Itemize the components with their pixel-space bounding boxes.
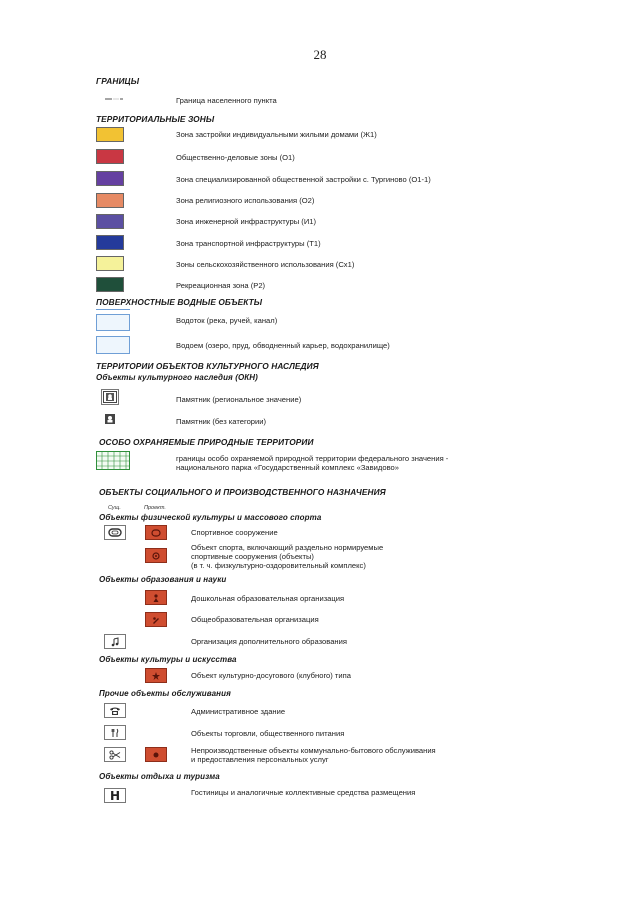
- legend-label-zone-o2: Зона религиозного использования (О2): [176, 196, 315, 205]
- water-body-swatch: [96, 336, 130, 354]
- school-planned-icon: [145, 612, 167, 627]
- section-title-water: ПОВЕРХНОСТНЫЕ ВОДНЫЕ ОБЪЕКТЫ: [96, 297, 263, 307]
- legend-label-protected-line1: границы особо охраняемой природной территории федерального значения -: [176, 454, 449, 463]
- club-planned-icon: [145, 668, 167, 683]
- legend-label-zone-i1: Зона инженерной инфраструктуры (И1): [176, 217, 317, 226]
- legend-label-sport-complex-line1: Объект спорта, включающий раздельно нормируемые: [191, 543, 384, 552]
- legend-label-water-body: Водоем (озеро, пруд, обводненный карьер, водохранилище): [176, 341, 390, 350]
- telephone-icon: [104, 703, 126, 718]
- zone-o1-1-swatch: [96, 171, 124, 186]
- section-subtitle-heritage: Объекты культурного наследия (ОКН): [96, 373, 258, 382]
- preschool-planned-icon: [145, 590, 167, 605]
- legend-label-household-services-line2: и предоставления персональных услуг: [191, 755, 329, 764]
- monument-icon: [101, 411, 119, 427]
- zone-zh1-swatch: [96, 127, 124, 142]
- section-title-borders: ГРАНИЦЫ: [96, 76, 140, 86]
- column-planned-label: Проект.: [144, 505, 166, 511]
- legend-label-protected-line2: национального парка «Государственный комплекс «Завидово»: [176, 463, 399, 472]
- sport-complex-planned-icon: [145, 548, 167, 563]
- protected-area-grid-icon: [96, 451, 130, 470]
- section-title-territorial-zones: ТЕРРИТОРИАЛЬНЫЕ ЗОНЫ: [96, 114, 215, 124]
- section-title-protected: ОСОБО ОХРАНЯЕМЫЕ ПРИРОДНЫЕ ТЕРРИТОРИИ: [99, 437, 314, 447]
- legend-label-hotels: Гостиницы и аналогичные коллективные средства размещения: [191, 788, 416, 797]
- household-services-planned-icon: [145, 747, 167, 762]
- legend-label-preschool: Дошкольная образовательная организация: [191, 594, 345, 603]
- legend-label-club: Объект культурно-досугового (клубного) типа: [191, 671, 351, 680]
- legend-label-settlement-boundary: Граница населенного пункта: [176, 96, 277, 105]
- zone-t1-swatch: [96, 235, 124, 250]
- legend-label-trade-catering: Объекты торговли, общественного питания: [191, 729, 345, 738]
- page-number: 28: [313, 47, 327, 62]
- legend-label-monument: Памятник (без категории): [176, 417, 267, 426]
- scissors-icon: [104, 747, 126, 762]
- group-title-tourism: Объекты отдыха и туризма: [99, 772, 220, 781]
- legend-label-sport-complex-line2: спортивные сооружения (объекты): [191, 552, 314, 561]
- legend-label-zone-o1: Общественно-деловые зоны (О1): [176, 153, 295, 162]
- zone-r2-swatch: [96, 277, 124, 292]
- column-existing-label: Сущ.: [108, 505, 121, 511]
- monument-regional-icon: [101, 389, 119, 405]
- legend-label-monument-regional: Памятник (региональное значение): [176, 395, 302, 404]
- settlement-boundary-line-icon: [96, 98, 132, 100]
- legend-label-zone-o1-1: Зона специализированной общественной застройки с. Тургиново (О1-1): [176, 175, 431, 184]
- watercourse-top-line: [96, 309, 130, 310]
- zone-o2-swatch: [96, 193, 124, 208]
- legend-label-household-services-line1: Непроизводственные объекты коммунально-бытового обслуживания: [191, 746, 436, 755]
- legend-label-zone-r2: Рекреационная зона (Р2): [176, 281, 266, 290]
- legend-label-admin-building: Административное здание: [191, 707, 286, 716]
- sport-facility-planned-icon: [145, 525, 167, 540]
- legend-label-zone-sx1: Зоны сельскохозяйственного использования (Сх1): [176, 260, 355, 269]
- legend-label-sport-complex-line3: (в т. ч. физкультурно-оздоровительный комплекс): [191, 561, 366, 570]
- zone-o1-swatch: [96, 149, 124, 164]
- legend-label-watercourse: Водоток (река, ручей, канал): [176, 316, 278, 325]
- legend-label-sport-facility: Спортивное сооружение: [191, 528, 278, 537]
- group-title-culture: Объекты культуры и искусства: [99, 655, 237, 664]
- legend-label-additional-education: Организация дополнительного образования: [191, 637, 347, 646]
- music-note-icon: [104, 634, 126, 649]
- group-title-sport: Объекты физической культуры и массового спорта: [99, 513, 322, 522]
- fork-knife-icon: [104, 725, 126, 740]
- zone-i1-swatch: [96, 214, 124, 229]
- legend-label-school: Общеобразовательная организация: [191, 615, 319, 624]
- legend-label-zone-t1: Зона транспортной инфраструктуры (Т1): [176, 239, 321, 248]
- section-title-social: ОБЪЕКТЫ СОЦИАЛЬНОГО И ПРОИЗВОДСТВЕННОГО НАЗНАЧЕНИЯ: [99, 487, 386, 497]
- zone-sx1-swatch: [96, 256, 124, 271]
- watercourse-swatch: [96, 314, 130, 331]
- legend-label-zone-zh1: Зона застройки индивидуальными жилыми домами (Ж1): [176, 130, 377, 139]
- section-title-heritage: ТЕРРИТОРИИ ОБЪЕКТОВ КУЛЬТУРНОГО НАСЛЕДИЯ: [96, 361, 319, 371]
- sport-facility-existing-icon: [104, 525, 126, 540]
- group-title-services: Прочие объекты обслуживания: [99, 689, 231, 698]
- group-title-education: Объекты образования и науки: [99, 575, 227, 584]
- hotel-icon: H: [104, 788, 126, 803]
